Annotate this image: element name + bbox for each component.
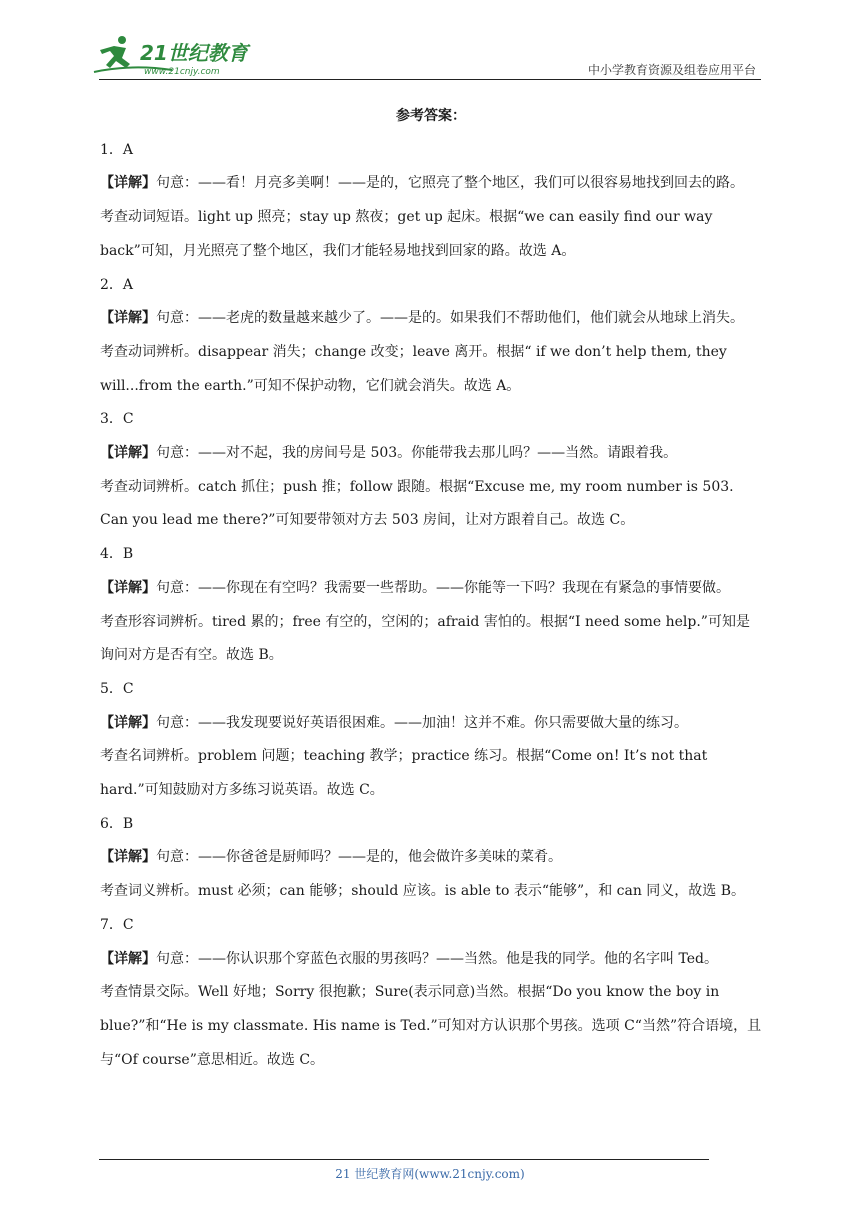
answer-detail — [100, 707, 762, 741]
detail-label: 【详解】 — [100, 849, 156, 866]
detail-label: 【详解】 — [100, 714, 156, 731]
answer-content — [100, 100, 762, 1077]
answer-item — [100, 403, 762, 538]
answer-number: 3．C — [100, 411, 134, 428]
answer-analysis: 考查词义辨析。must 必须；can 能够；should 应该。is able to 表示“能够”，和 can 同义，故选 B。 — [100, 883, 746, 900]
detail-translation: 句意：——老虎的数量越来越少了。——是的。如果我们不帮助他们，他们就会从地球上消失。 — [156, 310, 744, 327]
answer-number: 5．C — [100, 680, 134, 697]
answer-number: 1．A — [100, 141, 134, 158]
answer-analysis: 考查动词辨析。disappear 消失；change 改变；leave 离开。根据“ if we don’t help them, they will...from the earth.”可知不保护动物，它们就会消失。故选 A。 — [100, 343, 727, 394]
detail-label: 【详解】 — [100, 310, 156, 327]
answer-number: 7．C — [100, 916, 134, 933]
answer-number: 4．B — [100, 546, 134, 563]
answer-detail — [100, 572, 762, 606]
answer-item — [100, 269, 762, 404]
answer-number: 2．A — [100, 276, 134, 293]
detail-translation: 句意：——你认识那个穿蓝色衣服的男孩吗？——当然。他是我的同学。他的名字叫 Ted。 — [156, 950, 718, 967]
answer-analysis: 考查动词辨析。catch 抓住；push 推；follow 跟随。根据“Excuse me, my room number is 503. Can you lead me there?”可知要带领对方去 503 房间，让对方跟着自己。故选 C。 — [100, 478, 734, 529]
answer-item — [100, 673, 762, 808]
answer-detail — [100, 943, 762, 977]
answer-analysis: 考查情景交际。Well 好地；Sorry 很抱歉；Sure(表示同意)当然。根据“Do you know the boy in blue?”和“He is my classmate. His name is Ted.”可知对方认识那个男孩。选项 C“当然”符合语境，且与“Of course”意思相近。故选 C。 — [100, 984, 762, 1068]
header-tagline: 中小学教育资源及组卷应用平台 — [587, 63, 756, 77]
detail-translation: 句意：——我发现要说好英语很困难。——加油！这并不难。你只需要做大量的练习。 — [156, 714, 688, 731]
page-header — [0, 0, 860, 82]
answer-detail — [100, 167, 762, 201]
answer-analysis: 考查名词辨析。problem 问题；teaching 教学；practice 练习。根据“Come on! It’s not that hard.”可知鼓励对方多练习说英语。故选 C。 — [100, 748, 708, 799]
answer-item — [100, 134, 762, 269]
answer-item — [100, 538, 762, 673]
header-divider — [99, 79, 761, 80]
detail-translation: 句意：——你现在有空吗？我需要一些帮助。——你能等一下吗？我现在有紧急的事情要做。 — [156, 579, 730, 596]
detail-label: 【详解】 — [100, 579, 156, 596]
detail-translation: 句意：——对不起，我的房间号是 503。你能带我去那儿吗？——当然。请跟着我。 — [156, 445, 678, 462]
detail-label: 【详解】 — [100, 950, 156, 967]
answer-detail — [100, 841, 762, 875]
answer-analysis: 考查形容词辨析。tired 累的；free 有空的，空闲的；afraid 害怕的。根据“I need some help.”可知是询问对方是否有空。故选 B。 — [100, 613, 750, 664]
page-title: 参考答案： — [396, 108, 466, 124]
answer-item — [100, 808, 762, 909]
footer-text: 21 世纪教育网(www.21cnjy.com) — [335, 1167, 525, 1181]
footer-divider — [99, 1159, 709, 1160]
detail-label: 【详解】 — [100, 175, 156, 192]
answer-list — [100, 134, 762, 1078]
answer-detail — [100, 437, 762, 471]
answer-analysis: 考查动词短语。light up 照亮；stay up 熬夜；get up 起床。根据“we can easily find our way back”可知，月光照亮了整个地区，我们才能轻易地找到回家的路。故选 A。 — [100, 209, 713, 259]
site-logo — [92, 34, 262, 80]
answer-item — [100, 909, 762, 1078]
detail-label: 【详解】 — [100, 445, 156, 462]
answer-number: 6．B — [100, 815, 134, 832]
logo-url: www.21cnjy.com — [144, 67, 220, 77]
detail-translation: 句意：——看！月亮多美啊！——是的，它照亮了整个地区，我们可以很容易地找到回去的路。 — [156, 175, 744, 192]
detail-translation: 句意：——你爸爸是厨师吗？——是的，他会做许多美味的菜肴。 — [156, 849, 562, 866]
answer-detail — [100, 302, 762, 336]
logo-text: 21世纪教育 — [140, 41, 248, 65]
